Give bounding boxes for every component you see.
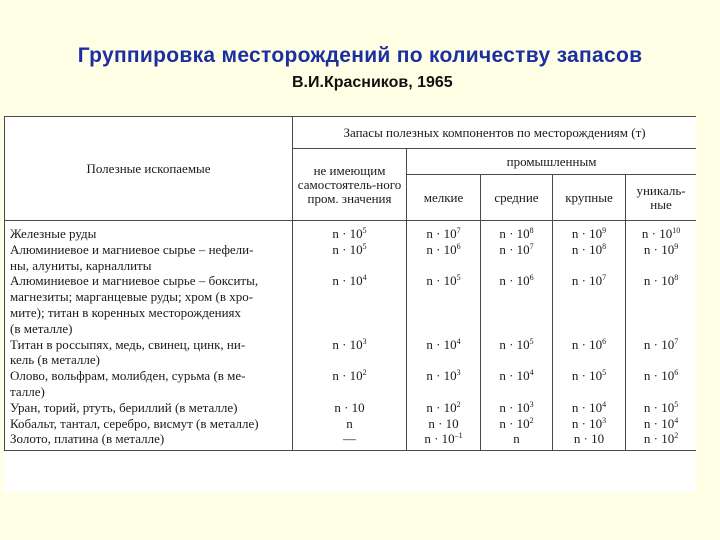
reserve-value: n · 10	[293, 400, 407, 416]
reserve-value: $n \cdot 10^5$	[553, 368, 626, 400]
exponent: 7	[529, 241, 534, 251]
reserve-value: $n \cdot 10^5$	[626, 400, 697, 416]
reserve-value: $n \cdot 10^5$	[407, 273, 481, 336]
exponent: 5	[602, 368, 607, 378]
mineral-name: Уран, торий, ртуть, бериллий (в металле)	[5, 400, 293, 416]
exponent: 6	[529, 273, 534, 283]
reserve-value: $n \cdot 10^6$	[407, 242, 481, 274]
reserve-value: $n \cdot 10^4$	[407, 337, 481, 369]
slide-subtitle: В.И.Красников, 1965	[292, 74, 453, 91]
exponent: 4	[602, 399, 607, 409]
exponent: 8	[674, 273, 679, 283]
reserve-value: $n \cdot 10^4$	[626, 416, 697, 432]
exponent: 9	[674, 241, 679, 251]
reserve-value: $n \cdot 10^7$	[626, 337, 697, 369]
table-row	[5, 242, 697, 274]
reserve-value: $n \cdot 10^2$	[626, 431, 697, 450]
exponent: 3	[456, 368, 461, 378]
reserve-value: $n \cdot 10^2$	[293, 368, 407, 400]
header-non-industrial: не имеющим самостоятель-ного пром. значения	[293, 149, 407, 221]
reserve-value: $n \cdot 10^9$	[553, 221, 626, 242]
exponent: 10	[672, 226, 681, 235]
reserve-value: n	[481, 431, 553, 450]
exponent: 2	[362, 368, 367, 378]
exponent: 4	[456, 336, 461, 346]
mineral-name: Олово, вольфрам, молибден, сурьма (в ме- талле)	[5, 368, 293, 400]
exponent: 8	[602, 241, 607, 251]
mineral-name: Алюминиевое и магниевое сырье – бокситы, магнезиты; марганцевые руды; хром (в хро- мите); титан в коренных месторождениях (в металле)	[5, 273, 293, 336]
reserve-value: $n \cdot 10^{10}$	[626, 221, 697, 242]
reserve-value: $n \cdot 10^4$	[293, 273, 407, 336]
exponent: 2	[529, 415, 534, 425]
reserve-value: $n \cdot 10^8$	[481, 221, 553, 242]
reserve-value: $n \cdot 10^3$	[293, 337, 407, 369]
reserve-value: $n \cdot 10^6$	[626, 368, 697, 400]
exponent: 2	[456, 399, 461, 409]
reserve-value: $n \cdot 10^3$	[553, 416, 626, 432]
exponent: 9	[602, 226, 607, 235]
reserve-value: $n \cdot 10^7$	[553, 273, 626, 336]
mineral-name: Кобальт, тантал, серебро, висмут (в металле)	[5, 416, 293, 432]
exponent: 5	[674, 399, 679, 409]
header-medium: средние	[481, 175, 553, 221]
reserve-value: $n \cdot 10^5$	[293, 242, 407, 274]
reserve-value: —	[293, 431, 407, 450]
exponent: 7	[674, 336, 679, 346]
deposits-table-image	[4, 116, 696, 492]
mineral-name: Золото, платина (в металле)	[5, 431, 293, 450]
exponent: 6	[602, 336, 607, 346]
table-row	[5, 416, 697, 432]
header-industrial: промышленным	[407, 149, 697, 175]
table-row	[5, 337, 697, 369]
exponent: 7	[602, 273, 607, 283]
header-small: мелкие	[407, 175, 481, 221]
reserve-value: $n \cdot 10^3$	[481, 400, 553, 416]
exponent: –1	[454, 431, 463, 441]
reserve-value: $n \cdot 10^6$	[481, 273, 553, 336]
reserve-value: n · 10	[553, 431, 626, 450]
table-body	[5, 221, 697, 451]
reserve-value: $n \cdot 10^8$	[626, 273, 697, 336]
reserve-value: $n \cdot 10^6$	[553, 337, 626, 369]
exponent: 8	[529, 226, 534, 235]
reserve-value: $n \cdot 10^4$	[553, 400, 626, 416]
reserve-value: $n \cdot 10^7$	[481, 242, 553, 274]
slide-title: Группировка месторождений по количеству запасов	[77, 44, 643, 67]
reserve-value: $n \cdot 10^2$	[407, 400, 481, 416]
exponent: 5	[456, 273, 461, 283]
exponent: 4	[674, 415, 679, 425]
exponent: 5	[362, 241, 367, 251]
deposits-table	[4, 116, 696, 451]
reserve-value: $n \cdot 10^7$	[407, 221, 481, 242]
exponent: 6	[674, 368, 679, 378]
exponent: 6	[456, 241, 461, 251]
reserve-value: $n \cdot 10^3$	[407, 368, 481, 400]
exponent: 3	[362, 336, 367, 346]
reserve-value: n · 10	[407, 416, 481, 432]
exponent: 5	[362, 226, 367, 235]
reserve-value: n	[293, 416, 407, 432]
reserve-value: $n \cdot 10^2$	[481, 416, 553, 432]
reserve-value: $n \cdot 10^4$	[481, 368, 553, 400]
header-large: крупные	[553, 175, 626, 221]
exponent: 3	[602, 415, 607, 425]
table-row	[5, 400, 697, 416]
header-reserves-group: Запасы полезных компонентов по месторождениям (т)	[293, 117, 697, 149]
mineral-name: Алюминиевое и магниевое сырье – нефели- ны, алуниты, карналлиты	[5, 242, 293, 274]
reserve-value: $n \cdot 10^5$	[481, 337, 553, 369]
table-row	[5, 273, 697, 336]
exponent: 5	[529, 336, 534, 346]
table-row	[5, 368, 697, 400]
exponent: 3	[529, 399, 534, 409]
reserve-value: $n \cdot 10^9$	[626, 242, 697, 274]
table-row	[5, 431, 697, 450]
reserve-value: $n \cdot 10^{-1}$	[407, 431, 481, 450]
mineral-name: Титан в россыпях, медь, свинец, цинк, ни- кель (в металле)	[5, 337, 293, 369]
exponent: 2	[674, 431, 679, 441]
reserve-value: $n \cdot 10^5$	[293, 221, 407, 242]
table-row	[5, 221, 697, 242]
header-unique: уникаль-ные	[626, 175, 697, 221]
exponent: 7	[456, 226, 461, 235]
reserve-value: $n \cdot 10^8$	[553, 242, 626, 274]
exponent: 4	[362, 273, 367, 283]
header-minerals: Полезные ископаемые	[5, 117, 293, 221]
exponent: 4	[529, 368, 534, 378]
mineral-name: Железные руды	[5, 221, 293, 242]
